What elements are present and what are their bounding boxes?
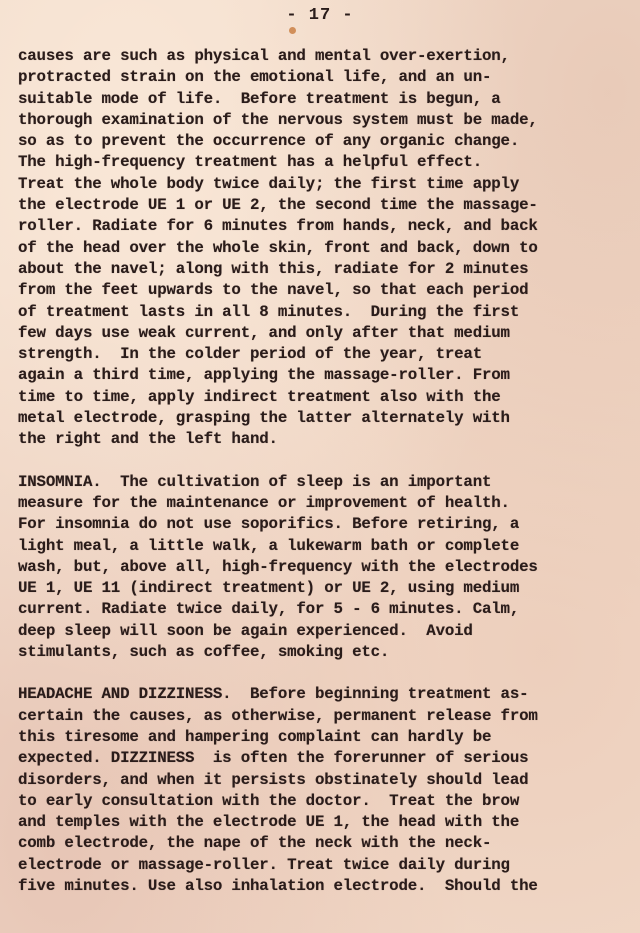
text-line: again a third time, applying the massage-roller. From — [18, 366, 510, 385]
text-line: of the head over the whole skin, front and back, down to — [18, 238, 538, 257]
page-number: - 17 - — [286, 6, 354, 25]
text-line: thorough examination of the nervous system must be made, — [18, 110, 538, 129]
text-line: from the feet upwards to the navel, so that each period — [18, 281, 529, 300]
text-line: certain the causes, as otherwise, permanent release from — [18, 706, 538, 725]
text-line: this tiresome and hampering complaint can hardly be — [18, 727, 492, 746]
text-line: of treatment lasts in all 8 minutes. During the first — [18, 302, 520, 321]
text-line: causes are such as physical and mental over-exertion, — [18, 47, 510, 65]
text-line: disorders, and when it persists obstinately should lead — [18, 770, 529, 789]
text-line: about the navel; along with this, radiate for 2 minutes — [18, 259, 529, 278]
text-line: light meal, a little walk, a lukewarm bath or complete — [18, 536, 520, 555]
text-line: UE 1, UE 11 (indirect treatment) or UE 2, using medium — [18, 579, 520, 598]
text-line: Treat the whole body twice daily; the first time apply — [18, 174, 520, 193]
ink-stain — [289, 27, 296, 34]
text-line: INSOMNIA. The cultivation of sleep is an important — [18, 472, 492, 491]
text-line: time to time, apply indirect treatment also with the — [18, 387, 501, 406]
text-line: to early consultation with the doctor. Treat the brow — [18, 791, 520, 810]
text-line: suitable mode of life. Before treatment is begun, a — [18, 89, 501, 108]
paragraph-nervous-disorders — [18, 46, 618, 451]
text-line: measure for the maintenance or improvement of health. — [18, 493, 510, 512]
body-text — [18, 46, 618, 897]
text-line: wash, but, above all, high-frequency with the electrodes — [18, 557, 538, 576]
text-line: five minutes. Use also inhalation electrode. Should the — [18, 876, 538, 895]
paragraph-insomnia — [18, 472, 618, 664]
text-line: deep sleep will soon be again experienced. Avoid — [18, 621, 473, 640]
text-line: stimulants, such as coffee, smoking etc. — [18, 643, 390, 662]
text-line: the right and the left hand. — [18, 430, 278, 449]
text-line: current. Radiate twice daily, for 5 - 6 minutes. Calm, — [18, 600, 520, 619]
text-line: electrode or massage-roller. Treat twice daily during — [18, 855, 510, 874]
text-line: For insomnia do not use soporifics. Before retiring, a — [18, 515, 520, 534]
text-line: so as to prevent the occurrence of any organic change. — [18, 132, 520, 151]
text-line: roller. Radiate for 6 minutes from hands, neck, and back — [18, 217, 538, 236]
paragraph-gap — [18, 451, 618, 472]
text-line: comb electrode, the nape of the neck with the neck- — [18, 834, 492, 853]
text-line: few days use weak current, and only after that medium — [18, 323, 510, 342]
text-line: expected. DIZZINESS is often the forerunner of serious — [18, 749, 529, 768]
paragraph-gap — [18, 663, 618, 684]
text-line: metal electrode, grasping the latter alternately with — [18, 409, 510, 428]
text-line: protracted strain on the emotional life, and an un- — [18, 68, 492, 87]
text-line: and temples with the electrode UE 1, the head with the — [18, 813, 520, 832]
text-line: HEADACHE AND DIZZINESS. Before beginning treatment as- — [18, 685, 529, 704]
text-line: The high-frequency treatment has a helpful effect. — [18, 153, 482, 172]
text-line: the electrode UE 1 or UE 2, the second time the massage- — [18, 196, 538, 215]
text-line: strength. In the colder period of the year, treat — [18, 345, 482, 364]
paragraph-headache-dizziness — [18, 684, 618, 897]
